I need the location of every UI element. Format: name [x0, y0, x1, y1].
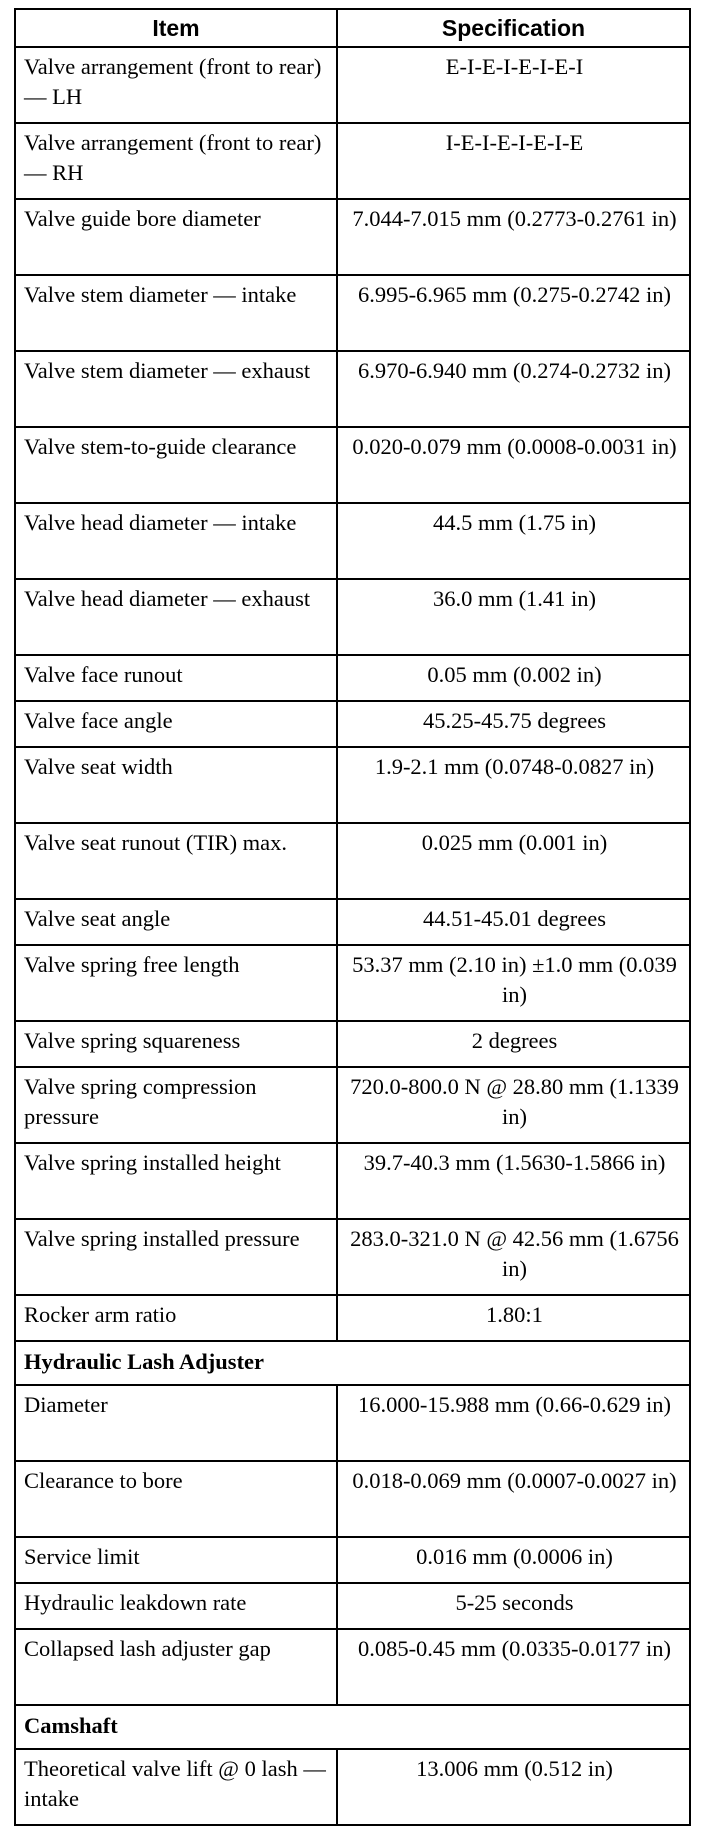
- table-row: [15, 1219, 690, 1295]
- item-cell: Valve face runout: [15, 655, 337, 701]
- specification-cell: 0.018-0.069 mm (0.0007-0.0027 in): [337, 1461, 690, 1537]
- table-row: [15, 701, 690, 747]
- specification-cell: E-I-E-I-E-I-E-I: [337, 47, 690, 123]
- specification-cell: 1.80:1: [337, 1295, 690, 1341]
- table-row: [15, 503, 690, 579]
- table-row: [15, 351, 690, 427]
- item-cell: Valve seat width: [15, 747, 337, 823]
- section-header-row: [15, 1341, 690, 1385]
- table-row: [15, 123, 690, 199]
- item-cell: Rocker arm ratio: [15, 1295, 337, 1341]
- table-row: [15, 1067, 690, 1143]
- table-row: [15, 1295, 690, 1341]
- specification-cell: 720.0-800.0 N @ 28.80 mm (1.1339 in): [337, 1067, 690, 1143]
- item-cell: Valve stem diameter — intake: [15, 275, 337, 351]
- specification-table: [14, 8, 691, 1826]
- specification-cell: 53.37 mm (2.10 in) ±1.0 mm (0.039 in): [337, 945, 690, 1021]
- item-cell: Valve seat angle: [15, 899, 337, 945]
- item-cell: Valve stem-to-guide clearance: [15, 427, 337, 503]
- table-row: [15, 427, 690, 503]
- specification-cell: 36.0 mm (1.41 in): [337, 579, 690, 655]
- table-body: [15, 47, 690, 1825]
- specification-cell: 5-25 seconds: [337, 1583, 690, 1629]
- table-row: [15, 579, 690, 655]
- specification-cell: 0.025 mm (0.001 in): [337, 823, 690, 899]
- specification-cell: 13.006 mm (0.512 in): [337, 1749, 690, 1825]
- item-cell: Valve spring installed height: [15, 1143, 337, 1219]
- table-row: [15, 1385, 690, 1461]
- item-cell: Valve arrangement (front to rear) — LH: [15, 47, 337, 123]
- item-cell: Collapsed lash adjuster gap: [15, 1629, 337, 1705]
- table-row: [15, 1537, 690, 1583]
- item-cell: Valve arrangement (front to rear) — RH: [15, 123, 337, 199]
- table-header: [15, 9, 690, 47]
- table-row: [15, 47, 690, 123]
- specification-cell: 44.5 mm (1.75 in): [337, 503, 690, 579]
- item-cell: Valve head diameter — intake: [15, 503, 337, 579]
- specification-cell: 0.016 mm (0.0006 in): [337, 1537, 690, 1583]
- table-row: [15, 945, 690, 1021]
- specification-cell: I-E-I-E-I-E-I-E: [337, 123, 690, 199]
- item-cell: Valve face angle: [15, 701, 337, 747]
- specification-cell: 39.7-40.3 mm (1.5630-1.5866 in): [337, 1143, 690, 1219]
- item-cell: Valve stem diameter — exhaust: [15, 351, 337, 427]
- section-title: Hydraulic Lash Adjuster: [15, 1341, 690, 1385]
- item-cell: Service limit: [15, 1537, 337, 1583]
- table-row: [15, 199, 690, 275]
- item-cell: Valve seat runout (TIR) max.: [15, 823, 337, 899]
- item-cell: Valve spring squareness: [15, 1021, 337, 1067]
- specification-cell: 6.995-6.965 mm (0.275-0.2742 in): [337, 275, 690, 351]
- table-row: [15, 1143, 690, 1219]
- table-row: [15, 275, 690, 351]
- specification-cell: 0.020-0.079 mm (0.0008-0.0031 in): [337, 427, 690, 503]
- specification-cell: 7.044-7.015 mm (0.2773-0.2761 in): [337, 199, 690, 275]
- specification-cell: 44.51-45.01 degrees: [337, 899, 690, 945]
- item-cell: Diameter: [15, 1385, 337, 1461]
- specification-cell: 0.085-0.45 mm (0.0335-0.0177 in): [337, 1629, 690, 1705]
- header-row: [15, 9, 690, 47]
- table-row: [15, 823, 690, 899]
- item-cell: Clearance to bore: [15, 1461, 337, 1537]
- section-title: Camshaft: [15, 1705, 690, 1749]
- specification-cell: 45.25-45.75 degrees: [337, 701, 690, 747]
- item-cell: Valve spring free length: [15, 945, 337, 1021]
- specification-cell: 283.0-321.0 N @ 42.56 mm (1.6756 in): [337, 1219, 690, 1295]
- item-cell: Theoretical valve lift @ 0 lash — intake: [15, 1749, 337, 1825]
- table-row: [15, 747, 690, 823]
- section-header-row: [15, 1705, 690, 1749]
- table-row: [15, 1021, 690, 1067]
- specification-cell: 0.05 mm (0.002 in): [337, 655, 690, 701]
- specification-cell: 6.970-6.940 mm (0.274-0.2732 in): [337, 351, 690, 427]
- item-cell: Valve guide bore diameter: [15, 199, 337, 275]
- item-cell: Valve spring installed pressure: [15, 1219, 337, 1295]
- table-row: [15, 1629, 690, 1705]
- item-cell: Valve spring compression pressure: [15, 1067, 337, 1143]
- specification-cell: 16.000-15.988 mm (0.66-0.629 in): [337, 1385, 690, 1461]
- item-cell: Valve head diameter — exhaust: [15, 579, 337, 655]
- table-row: [15, 655, 690, 701]
- table-row: [15, 899, 690, 945]
- header-item: Item: [15, 9, 337, 47]
- table-row: [15, 1583, 690, 1629]
- header-specification: Specification: [337, 9, 690, 47]
- specification-cell: 2 degrees: [337, 1021, 690, 1067]
- table-row: [15, 1461, 690, 1537]
- item-cell: Hydraulic leakdown rate: [15, 1583, 337, 1629]
- table-row: [15, 1749, 690, 1825]
- specification-cell: 1.9-2.1 mm (0.0748-0.0827 in): [337, 747, 690, 823]
